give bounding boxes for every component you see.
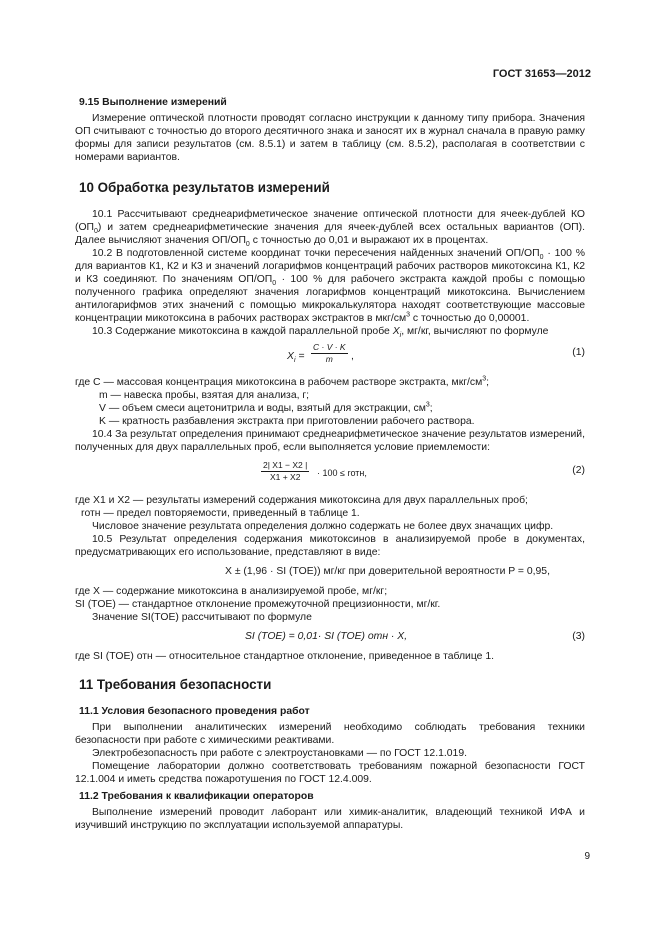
paragraph-10-5: 10.5 Результат определения содержания микотоксинов в анализируемой пробе в документах, предусматривающих его использование, представляют в виде: (75, 534, 585, 558)
page-content (75, 96, 585, 832)
legend-3-x: где X — содержание микотоксина в анализируемой пробе, мг/кг; (75, 586, 388, 597)
formula-2 (75, 458, 585, 490)
section-9-15-title: 9.15 Выполнение измерений (79, 97, 227, 108)
formula-1-number: (1) (572, 347, 585, 358)
section-11-2-p1: Выполнение измерений проводит лаборант или химик-аналитик, владеющий техникой ИФА и изучивший инструкцию по эксплуатации используемой аппаратуры. (75, 807, 585, 831)
formula-1: $X_i$ = $\frac{C \cdot V \cdot K}{m}$ , (1) (287, 342, 585, 365)
legend-3-s: SI (TOE) — стандартное отклонение промежуточной прецизионности, мг/кг. (75, 599, 441, 610)
legend-1-v: V — объем смеси ацетонитрила и воды, взятый для экстракции, $см^3$; (99, 401, 433, 414)
paragraph-10-3: 10.3 Содержание микотоксина в каждой параллельной пробе $X_i$, мг/кг, вычисляют по формуле (92, 326, 549, 340)
section-11-title: 11 Требования безопасности (79, 677, 272, 692)
formula-2-numerator: 2| X1 − X2 | (263, 460, 308, 470)
paragraph-10-2: 10.2 В подготовленной системе координат точки пересечения найденных значений $ОП/ОП_0 \cdot 100$ % для вариантов К1, К2 и К3 и значений логарифмов концентраций рабочих растворов микотоксина К1, К2 и К3 соединяют. По значениям $ОП/ОП_0 \cdot 100$ % для рабочего экстракта каждой пробы с помощью полученного графика определяют значения логарифмов концентраций микотоксина. Вычислением антилогарифмов этих значений с помощью микрокалькулятора находят соответствующие массовые концентрации микотоксина в рабочих растворах экстрактов в мкг/$см^3$ с точностью до 0,00001. (75, 248, 586, 324)
formula-result: X ± (1,96 · SI (TOE)) мг/кг при доверительной вероятности P = 0,95, (225, 566, 550, 577)
formula-2-rest: · 100 ≤ rотн, (317, 468, 367, 478)
legend-1-m: m — навеска пробы, взятая для анализа, г; (99, 390, 310, 401)
section-11-1-p1: При выполнении аналитических измерений необходимо соблюдать требования техники безопасности при работе с химическими реактивами. (75, 722, 585, 746)
legend-2-x: где X1 и X2 — результаты измерений содержания микотоксина для двух параллельных проб; (75, 495, 528, 506)
paragraph-10-4: 10.4 За результат определения принимают среднеарифметическое значение результатов измерений, полученных для двух параллельных проб, если выполняется условие приемлемости: (75, 429, 585, 453)
formula-2-denominator: X1 + X2 (269, 472, 301, 482)
page-number: 9 (584, 851, 590, 862)
formula-2-number: (2) (572, 465, 585, 476)
legend-3-value: Значение SI(TOE) рассчитывают по формуле (92, 612, 312, 623)
legend-3-rel: где SI (TOE) отн — относительное стандартное отклонение, приведенное в таблице 1. (75, 651, 495, 662)
legend-1-c: где C — массовая концентрация микотоксина в рабочем растворе экстракта, мкг/$см^3$; (75, 375, 490, 388)
formula-3-number: (3) (572, 631, 585, 642)
section-11-1-p2: Электробезопасность при работе с электроустановками — по ГОСТ 12.1.019. (92, 748, 467, 759)
section-11-1-p3: Помещение лаборатории должно соответствовать требованиям пожарной безопасности ГОСТ 12.1.004 и иметь средства пожаротушения по ГОСТ 12.4.009. (75, 761, 585, 785)
formula-1-numerator: C · V · K (313, 342, 346, 352)
paragraph-10-4-b: Числовое значение результата определения должно содержать не более двух значащих цифр. (92, 521, 554, 532)
legend-2-r: rотн — предел повторяемости, приведенный в таблице 1. (81, 508, 360, 519)
section-11-1-title: 11.1 Условия безопасного проведения работ (79, 706, 310, 717)
legend-1-k: K — кратность разбавления экстракта при приготовлении рабочего раствора. (99, 416, 475, 427)
section-9-15-text: Измерение оптической плотности проводят согласно инструкции к данному типу прибора. Значения ОП считывают с точностью до второго десятичного знака и заносят их в журнал сначала в правую рамку формы для записи результатов (см. 8.5.1) и затем в таблицу (см. 8.5.2), располагая в соответствии с номерами вариантов. (75, 113, 585, 163)
section-10-title: 10 Обработка результатов измерений (79, 180, 330, 195)
document-header: ГОСТ 31653—2012 (492, 68, 591, 80)
section-11-2-title: 11.2 Требования к квалификации операторов (79, 791, 314, 802)
formula-3: SI (TOE) = 0,01· SI (TOE) отн · X, (3) (245, 631, 585, 642)
paragraph-10-1: 10.1 Рассчитывают среднеарифметическое значение оптической плотности для ячеек-дублей КО $(ОП_0)$ и затем среднеарифметические значения для ячеек-дублей всех остальных вариантов (ОП). Далее вычисляют значения $ОП/ОП_0$ с точностью до 0,01 и выражают их в процентах. (75, 209, 585, 249)
formula-1-denominator: m (325, 354, 333, 364)
